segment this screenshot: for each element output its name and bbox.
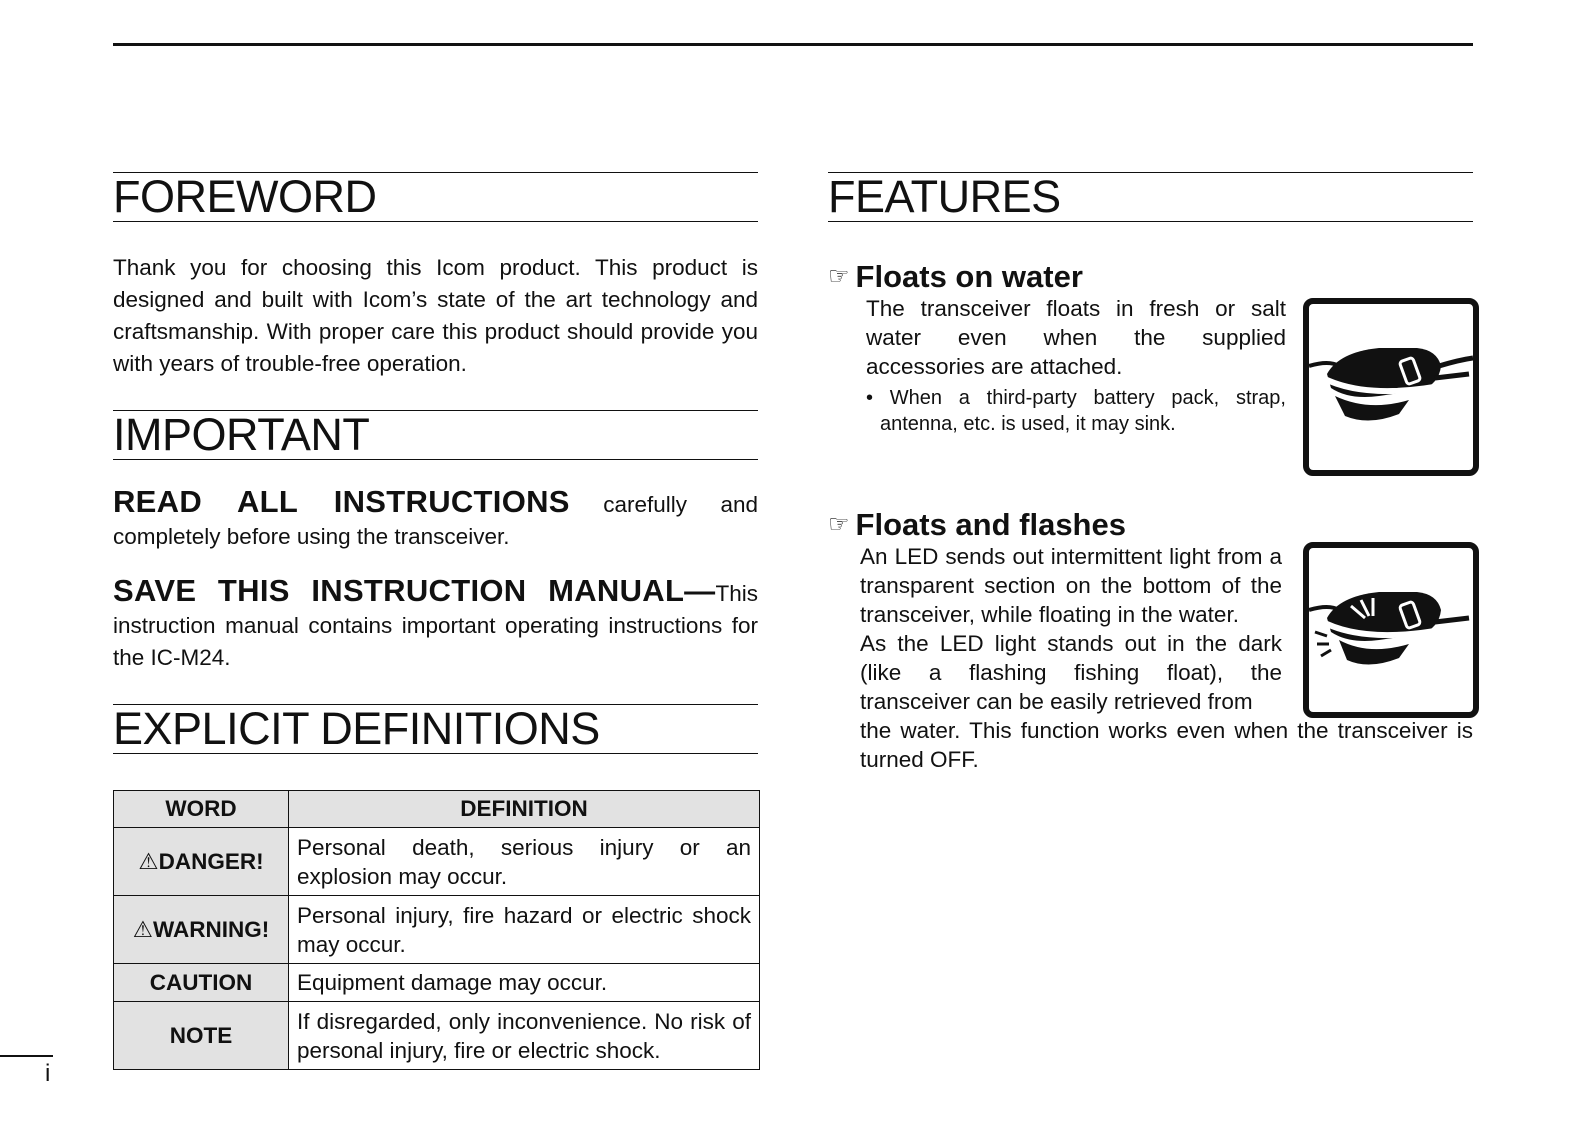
right-column bbox=[828, 172, 1473, 808]
pointing-hand-icon: ☞ bbox=[828, 511, 850, 538]
feature-body bbox=[860, 542, 1282, 716]
foreword-heading: FOREWORD bbox=[113, 172, 758, 222]
read-rest: carefully and completely before using the transceiver. bbox=[113, 492, 758, 549]
feature-title-text: Floats on water bbox=[855, 259, 1083, 294]
floating-transceiver-icon bbox=[1303, 298, 1479, 476]
features-heading: FEATURES bbox=[828, 172, 1473, 222]
top-rule bbox=[113, 43, 1473, 46]
read-all-instructions bbox=[113, 486, 758, 553]
feature-note: • When a third-party battery pack, strap, antenna, etc. is used, it may sink. bbox=[866, 387, 1286, 435]
feature-floats-on-water bbox=[828, 260, 1473, 480]
save-lead: SAVE THIS INSTRUCTION MANUAL— bbox=[113, 573, 716, 608]
foreword-text: Thank you for choosing this Icom product. This product is designed and built with Icom’s state of the art technology and craftsmanship. With proper care this product should provide you with years of trouble-free operation. bbox=[113, 255, 758, 376]
word-warning: ⚠WARNING! bbox=[114, 896, 289, 964]
save-instruction-manual bbox=[113, 575, 758, 674]
definition-warning: Personal injury, fire hazard or electric shock may occur. bbox=[289, 896, 760, 964]
important-heading: IMPORTANT bbox=[113, 410, 758, 460]
table-row bbox=[114, 896, 760, 964]
table-header-row bbox=[114, 791, 760, 828]
left-column bbox=[113, 172, 758, 1070]
pointing-hand-icon: ☞ bbox=[828, 263, 850, 290]
table-row bbox=[114, 964, 760, 1002]
table-row bbox=[114, 828, 760, 896]
feature-title-text: Floats and flashes bbox=[855, 507, 1126, 542]
header-word: WORD bbox=[114, 791, 289, 828]
word-danger: ⚠DANGER! bbox=[114, 828, 289, 896]
flashing-transceiver-icon bbox=[1303, 542, 1479, 718]
feature-body bbox=[866, 294, 1286, 437]
feature-title bbox=[828, 260, 1473, 294]
definitions-heading: EXPLICIT DEFINITIONS bbox=[113, 704, 758, 754]
page-number: i bbox=[45, 1060, 51, 1087]
header-definition: DEFINITION bbox=[289, 791, 760, 828]
feature-text: The transceiver floats in fresh or salt water even when the supplied accessories are attached. bbox=[866, 296, 1286, 379]
feature-text-2: As the LED light stands out in the dark (like a flashing fishing float), the transceiver can be easily retrieved from bbox=[860, 631, 1282, 714]
definition-note: If disregarded, only inconvenience. No risk of personal injury, fire or electric shock. bbox=[289, 1002, 760, 1070]
definition-caution: Equipment damage may occur. bbox=[289, 964, 760, 1002]
feature-title bbox=[828, 508, 1473, 542]
feature-floats-and-flashes bbox=[828, 508, 1473, 808]
read-lead: READ ALL INSTRUCTIONS bbox=[113, 484, 570, 519]
feature-text-3: the water. This function works even when the transceiver is turned OFF. bbox=[860, 718, 1473, 772]
feature-text-1: An LED sends out intermittent light from a transparent section on the bottom of the transceiver, while floating in the water. bbox=[860, 544, 1282, 627]
table-row bbox=[114, 1002, 760, 1070]
save-rest: This instruction manual contains important operating instructions for the IC-M24. bbox=[113, 581, 758, 670]
word-caution: CAUTION bbox=[114, 964, 289, 1002]
page-number-rule bbox=[0, 1055, 53, 1057]
word-note: NOTE bbox=[114, 1002, 289, 1070]
definition-danger: Personal death, serious injury or an explosion may occur. bbox=[289, 828, 760, 896]
definitions-table bbox=[113, 790, 760, 1070]
